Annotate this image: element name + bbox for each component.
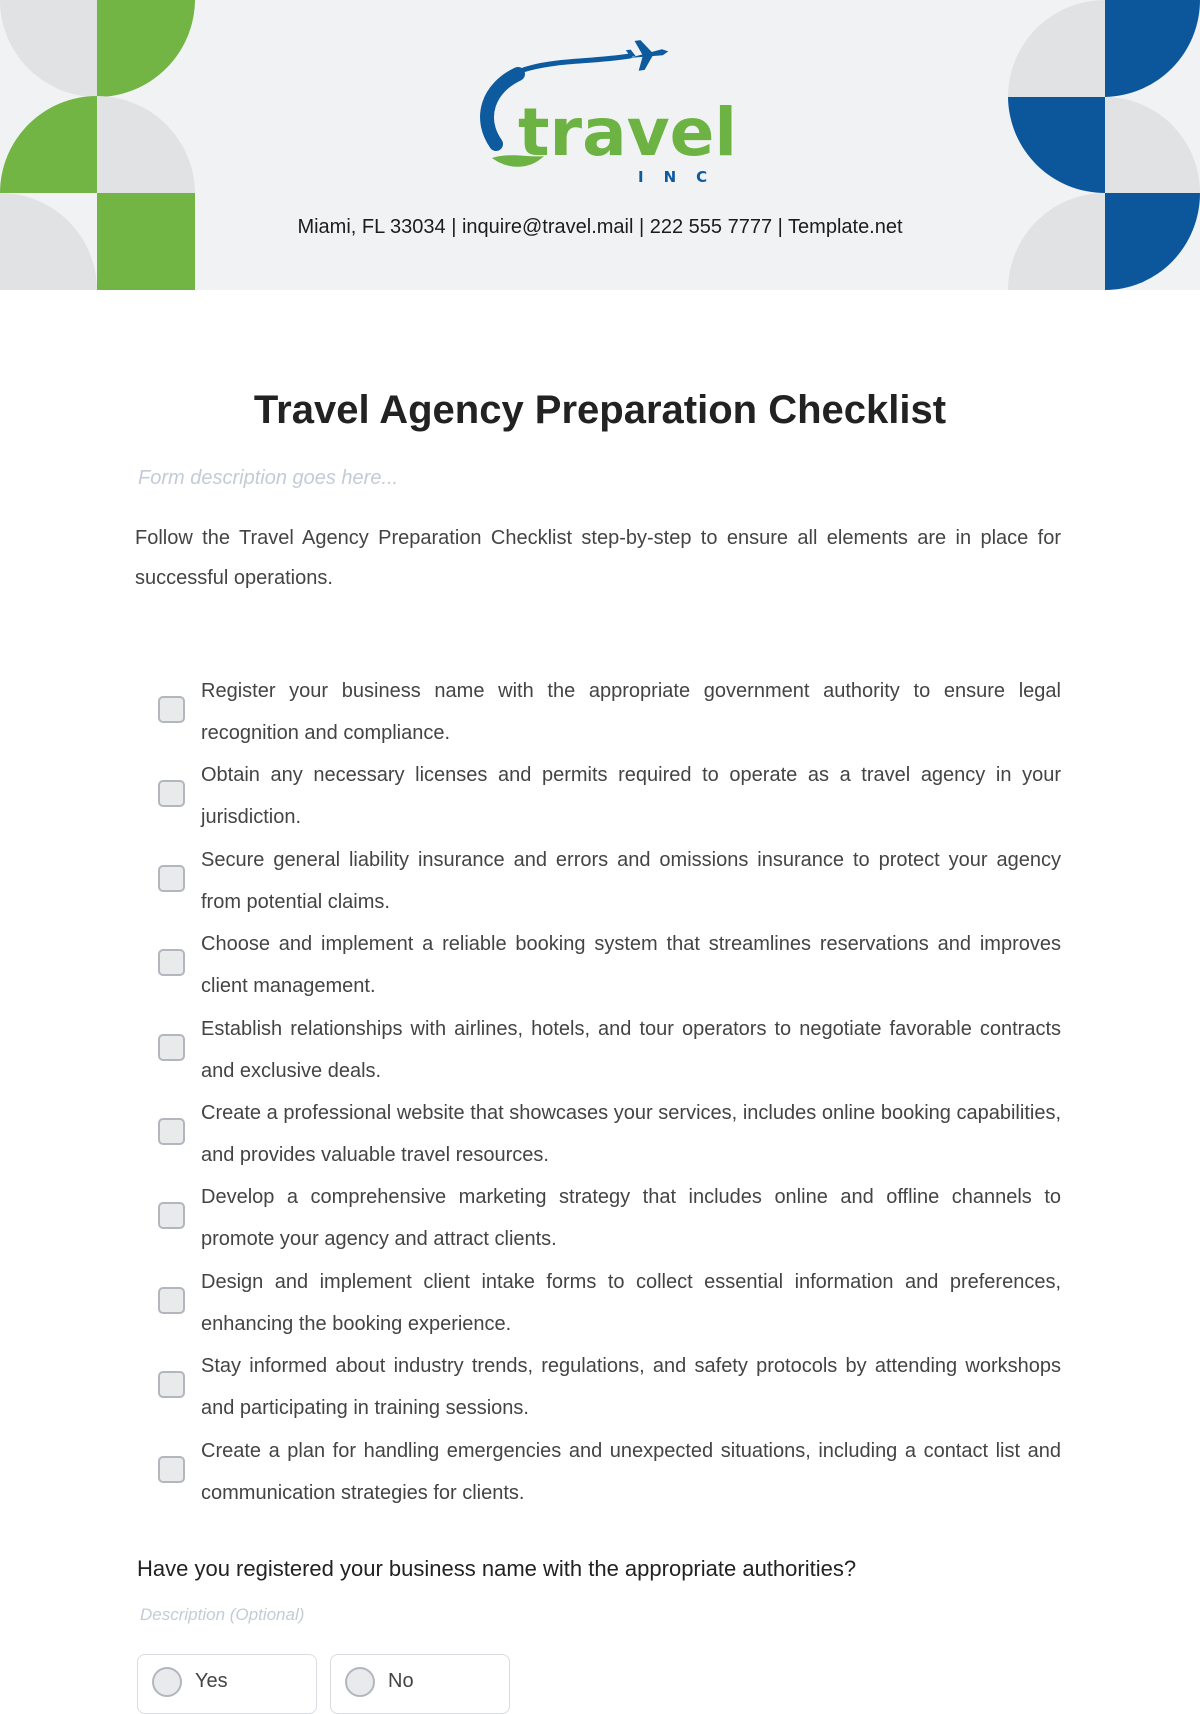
checklist-item <box>158 923 1061 1007</box>
checkbox[interactable] <box>158 865 185 892</box>
airplane-swoosh-icon <box>460 40 760 200</box>
travel-inc-logo <box>460 40 760 200</box>
checklist-item-label: Design and implement client intake forms to collect essential information and preferences, enhancing the booking experience. <box>201 1270 1061 1335</box>
checkbox[interactable] <box>158 1034 185 1061</box>
option-label: No <box>388 1670 414 1692</box>
checkbox[interactable] <box>158 949 185 976</box>
checkbox[interactable] <box>158 780 185 807</box>
question-title: Have you registered your business name with the appropriate authorities? <box>137 1556 857 1581</box>
checkbox[interactable] <box>158 1202 185 1229</box>
logo-subtitle: INC <box>638 168 728 186</box>
checkbox[interactable] <box>158 696 185 723</box>
checklist-item-label: Obtain any necessary licenses and permits required to operate as a travel agency in your jurisdiction. <box>201 764 1061 829</box>
checklist-item <box>158 754 1061 838</box>
checklist-item-label: Stay informed about industry trends, regulations, and safety protocols by attending workshops and participating in training sessions. <box>201 1355 1061 1420</box>
checkbox[interactable] <box>158 1118 185 1145</box>
header-banner <box>0 0 1200 290</box>
checklist-item <box>158 1430 1061 1514</box>
checklist-item <box>158 1092 1061 1176</box>
checklist-item <box>158 839 1061 923</box>
checkbox[interactable] <box>158 1371 185 1398</box>
checklist-item-label: Register your business name with the appropriate government authority to ensure legal recognition and compliance. <box>201 680 1061 744</box>
checklist-item <box>158 1345 1061 1429</box>
intro-paragraph: Follow the Travel Agency Preparation Checklist step-by-step to ensure all elements are in place for successful operations. <box>135 527 1061 589</box>
contact-line: Miami, FL 33034 | inquire@travel.mail | 222 555 7777 | Template.net <box>297 216 903 238</box>
form-description-placeholder[interactable]: Form description goes here... <box>138 467 399 489</box>
checklist-item <box>158 1176 1061 1260</box>
checklist-item-label: Establish relationships with airlines, hotels, and tour operators to negotiate favorable contracts and exclusive deals. <box>201 1017 1061 1082</box>
checklist-item <box>158 1261 1061 1345</box>
decorative-shapes-right <box>1000 0 1200 290</box>
decorative-shapes-left <box>0 0 200 290</box>
checklist-item <box>158 670 1061 754</box>
checklist-item-label: Secure general liability insurance and errors and omissions insurance to protect your agency from potential claims. <box>201 848 1061 913</box>
checklist-item-label: Develop a comprehensive marketing strategy that includes online and offline channels to promote your agency and attract clients. <box>201 1186 1061 1251</box>
checklist-item-label: Create a professional website that showcases your services, includes online booking capabilities, and provides valuable travel resources. <box>201 1101 1061 1166</box>
checkbox[interactable] <box>158 1456 185 1483</box>
option-no[interactable] <box>330 1654 510 1714</box>
checkbox[interactable] <box>158 1287 185 1314</box>
radio-button[interactable] <box>152 1667 182 1697</box>
option-label: Yes <box>195 1670 228 1692</box>
checklist-item-label: Choose and implement a reliable booking system that streamlines reservations and improves client management. <box>201 933 1061 998</box>
logo-wordmark: travel <box>518 94 738 171</box>
question-description-placeholder[interactable]: Description (Optional) <box>140 1605 305 1624</box>
checklist <box>158 670 1061 1514</box>
checklist-item <box>158 1008 1061 1092</box>
page-title: Travel Agency Preparation Checklist <box>253 388 947 432</box>
option-yes[interactable] <box>137 1654 317 1714</box>
radio-button[interactable] <box>345 1667 375 1697</box>
checklist-item-label: Create a plan for handling emergencies and unexpected situations, including a contact list and communication strategies for clients. <box>201 1439 1061 1504</box>
